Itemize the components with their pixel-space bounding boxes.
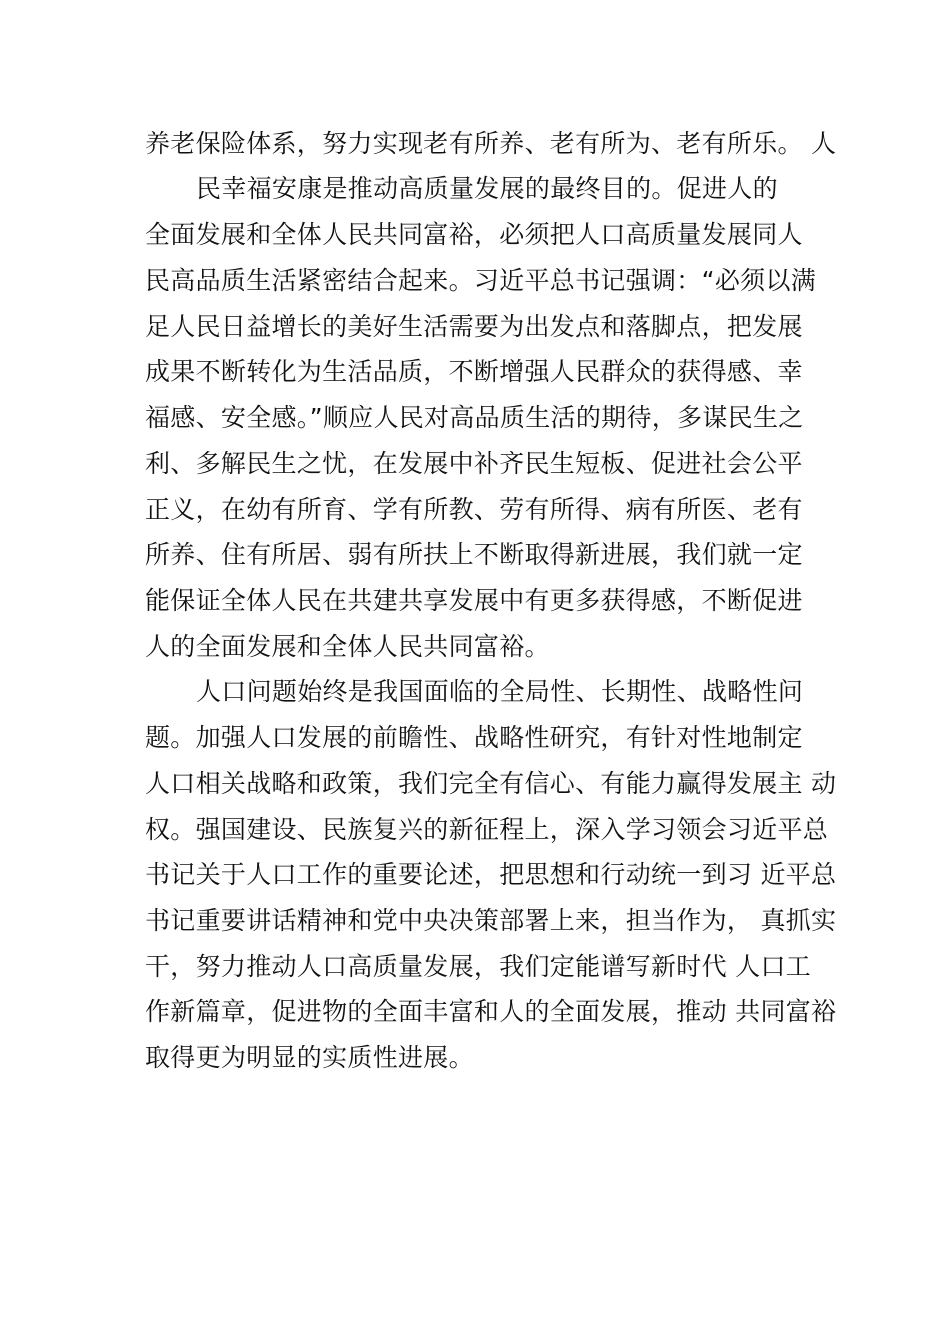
text-line: 人口相关战略和政策，我们完全有信心、有能力赢得发展主 动 bbox=[145, 769, 837, 798]
text-line: 书记关于人口工作的重要论述，把思想和行动统一到习 近平总 bbox=[145, 860, 837, 889]
text-line: 取得更为明显的实质性进展。 bbox=[145, 1043, 474, 1072]
text-line: 福感、安全感。”顺应人民对高品质生活的期待，多谋民生之 bbox=[145, 403, 804, 432]
text-line: 人的全面发展和全体人民共同富裕。 bbox=[145, 632, 550, 661]
text-line: 书记重要讲话精神和党中央决策部署上来，担当作为， 真抓实 bbox=[145, 906, 837, 935]
text-line: 正义，在幼有所育、学有所教、劳有所得、病有所医、老有 bbox=[145, 495, 803, 524]
text-line: 成果不断转化为生活品质，不断增强人民群众的获得感、幸 bbox=[145, 357, 803, 386]
text-line: 全面发展和全体人民共同富裕，必须把人口高质量发展同人 bbox=[145, 220, 803, 249]
text-line: 人口问题始终是我国面临的全局性、长期性、战略性问 bbox=[196, 677, 804, 706]
text-line: 所养、住有所居、弱有所扶上不断取得新进展，我们就一定 bbox=[145, 540, 803, 569]
text-line: 能保证全体人民在共建共享发展中有更多获得感，不断促进 bbox=[145, 586, 803, 615]
text-line: 题。加强人口发展的前瞻性、战略性研究，有针对性地制定 bbox=[145, 723, 803, 752]
text-line: 民高品质生活紧密结合起来。习近平总书记强调：“必须以满 bbox=[145, 266, 817, 295]
text-line: 足人民日益增长的美好生活需要为出发点和落脚点，把发展 bbox=[145, 312, 803, 341]
text-line: 养老保险体系，努力实现老有所养、老有所为、老有所乐。 人 bbox=[145, 129, 837, 158]
text-line: 民幸福安康是推动高质量发展的最终目的。促进人的 bbox=[196, 174, 778, 203]
text-line: 利、多解民生之忧，在发展中补齐民生短板、促进社会公平 bbox=[145, 449, 803, 478]
text-line: 作新篇章，促进物的全面丰富和人的全面发展，推动 共同富裕 bbox=[145, 997, 837, 1026]
text-line: 干，努力推动人口高质量发展，我们定能谱写新时代 人口工 bbox=[145, 952, 812, 981]
text-line: 权。强国建设、民族复兴的新征程上，深入学习领会习近平总 bbox=[145, 815, 829, 844]
